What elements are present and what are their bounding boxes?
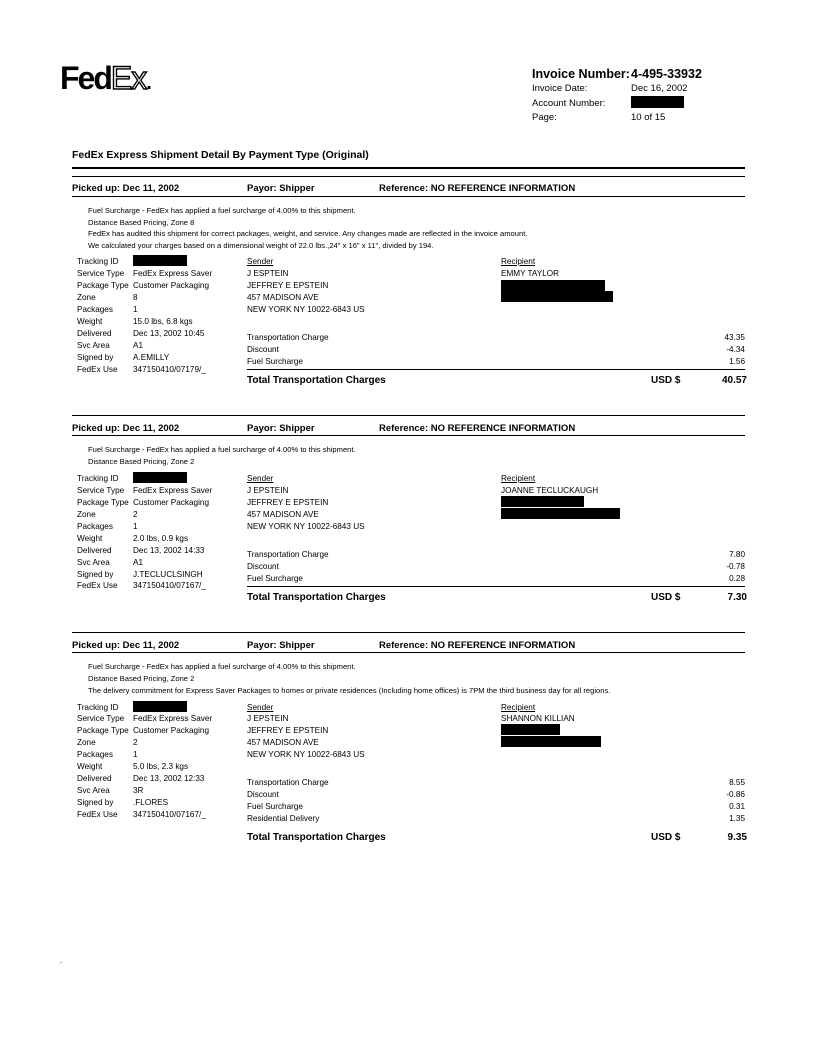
sender-line: NEW YORK NY 10022-6843 US — [247, 522, 365, 531]
charge-amount: 8.55 — [729, 778, 745, 787]
charge-label: Discount — [247, 562, 279, 571]
section-header-rule — [72, 652, 745, 653]
svc-area-label: Svc Area — [77, 558, 110, 567]
sender-line: JEFFREY E EPSTEIN — [247, 281, 329, 290]
signed-by: A.EMILLY — [133, 353, 170, 362]
invoice-number-label: Invoice Number: — [532, 67, 630, 81]
logo-ex-text: Ex — [110, 60, 147, 96]
reference: Reference: NO REFERENCE INFORMATION — [379, 183, 576, 194]
total-amount: 9.35 — [727, 832, 747, 843]
charge-label: Fuel Surcharge — [247, 802, 303, 811]
delivered: Dec 13, 2002 12:33 — [133, 774, 205, 783]
sender-line: 457 MADISON AVE — [247, 510, 319, 519]
charge-amount: 43.35 — [724, 333, 745, 342]
payor: Payor: Shipper — [247, 183, 315, 194]
page-title: FedEx Express Shipment Detail By Payment Type (Original) — [72, 149, 369, 161]
charge-label: Fuel Surcharge — [247, 574, 303, 583]
weight: 15.0 lbs, 6.8 kgs — [133, 317, 193, 326]
total-label: Total Transportation Charges — [247, 832, 386, 843]
payor: Payor: Shipper — [247, 423, 315, 434]
invoice-date-label: Invoice Date: — [532, 83, 588, 94]
recipient-address-redaction — [501, 508, 620, 519]
charge-label: Transportation Charge — [247, 333, 329, 342]
packages: 1 — [133, 750, 138, 759]
footer-mark: . — [60, 956, 63, 965]
picked-up-date: Picked up: Dec 11, 2002 — [72, 183, 180, 194]
charge-amount: -4.34 — [726, 345, 745, 354]
title-rule — [72, 167, 745, 169]
packages-label: Packages — [77, 522, 113, 531]
currency-label: USD $ — [651, 592, 681, 603]
signed-by: .FLORES — [133, 798, 169, 807]
recipient-address-redaction — [501, 280, 605, 291]
recipient-address-redaction — [501, 496, 584, 507]
note: The delivery commitment for Express Saver Packages to homes or private residences (Including home offices) is 7PM the third business day for all regions. — [88, 686, 611, 695]
svc-area: A1 — [133, 558, 144, 567]
signed-by-label: Signed by — [77, 798, 114, 807]
charge-amount: 0.28 — [729, 574, 745, 583]
signed-by: J.TECLUCLSINGH — [133, 570, 203, 579]
svc-area-label: Svc Area — [77, 786, 110, 795]
page-number: 10 of 15 — [631, 112, 666, 123]
charge-amount: 1.35 — [729, 814, 745, 823]
package-type-label: Package Type — [77, 498, 129, 507]
page-label: Page: — [532, 112, 557, 123]
zone: 8 — [133, 293, 138, 302]
total-rule — [247, 586, 745, 587]
sender-line: J EPSTEIN — [247, 714, 289, 723]
sender-line: J ESPTEIN — [247, 269, 289, 278]
total-amount: 7.30 — [727, 592, 747, 603]
payor: Payor: Shipper — [247, 640, 315, 651]
charge-amount: 7.80 — [729, 550, 745, 559]
reference: Reference: NO REFERENCE INFORMATION — [379, 423, 576, 434]
sender-line: NEW YORK NY 10022-6843 US — [247, 750, 365, 759]
charge-amount: 0.31 — [729, 802, 745, 811]
recipient-address-redaction — [501, 291, 613, 302]
recipient-heading: Recipient — [501, 257, 536, 266]
fedex-use-label: FedEx Use — [77, 365, 118, 374]
zone-label: Zone — [77, 510, 96, 519]
account-number-label: Account Number: — [532, 98, 606, 109]
delivered-label: Delivered — [77, 774, 112, 783]
package-type: Customer Packaging — [133, 498, 209, 507]
note: Distance Based Pricing, Zone 8 — [88, 218, 195, 227]
zone: 2 — [133, 738, 138, 747]
weight-label: Weight — [77, 317, 103, 326]
weight-label: Weight — [77, 534, 103, 543]
fedex-use-label: FedEx Use — [77, 581, 118, 590]
recipient-name: JOANNE TECLUCKAUGH — [501, 486, 599, 495]
sender-line: NEW YORK NY 10022-6843 US — [247, 305, 365, 314]
package-type: Customer Packaging — [133, 726, 209, 735]
delivered-label: Delivered — [77, 329, 112, 338]
total-label: Total Transportation Charges — [247, 592, 386, 603]
charge-amount: -0.78 — [726, 562, 745, 571]
section-header-rule — [72, 435, 745, 436]
charge-amount: 1.56 — [729, 357, 745, 366]
sender-heading: Sender — [247, 703, 274, 712]
service-type-label: Service Type — [77, 269, 125, 278]
package-type-label: Package Type — [77, 281, 129, 290]
logo-dot: . — [146, 72, 150, 94]
tracking-id-label: Tracking ID — [77, 703, 119, 712]
charge-label: Transportation Charge — [247, 550, 329, 559]
zone-label: Zone — [77, 293, 96, 302]
recipient-heading: Recipient — [501, 474, 536, 483]
note: Distance Based Pricing, Zone 2 — [88, 674, 195, 683]
charge-label: Residential Delivery — [247, 814, 320, 823]
note: Fuel Surcharge - FedEx has applied a fuel surcharge of 4.00% to this shipment. — [88, 662, 356, 671]
service-type: FedEx Express Saver — [133, 714, 213, 723]
charge-label: Transportation Charge — [247, 778, 329, 787]
svc-area: 3R — [133, 786, 144, 795]
zone: 2 — [133, 510, 138, 519]
recipient-heading: Recipient — [501, 703, 536, 712]
section-top-rule — [72, 176, 745, 177]
picked-up-date: Picked up: Dec 11, 2002 — [72, 640, 180, 651]
charge-amount: -0.86 — [726, 790, 745, 799]
section-header-rule — [72, 196, 745, 197]
charge-label: Fuel Surcharge — [247, 357, 303, 366]
recipient-name: EMMY TAYLOR — [501, 269, 560, 278]
charge-label: Discount — [247, 790, 279, 799]
fedex-logo — [60, 62, 150, 99]
package-type-label: Package Type — [77, 726, 129, 735]
packages: 1 — [133, 305, 138, 314]
total-rule — [247, 369, 745, 370]
service-type: FedEx Express Saver — [133, 486, 213, 495]
tracking-id-label: Tracking ID — [77, 257, 119, 266]
sender-line: J EPSTEIN — [247, 486, 289, 495]
signed-by-label: Signed by — [77, 353, 114, 362]
invoice-number: 4-495-33932 — [631, 67, 702, 81]
currency-label: USD $ — [651, 832, 681, 843]
service-type: FedEx Express Saver — [133, 269, 213, 278]
note: Distance Based Pricing, Zone 2 — [88, 457, 195, 466]
delivered: Dec 13, 2002 14:33 — [133, 546, 205, 555]
delivered-label: Delivered — [77, 546, 112, 555]
tracking-id-label: Tracking ID — [77, 474, 119, 483]
weight-label: Weight — [77, 762, 103, 771]
tracking-id-redaction — [133, 472, 187, 483]
packages-label: Packages — [77, 750, 113, 759]
section-top-rule — [72, 632, 745, 633]
total-amount: 40.57 — [721, 375, 747, 386]
note: FedEx has audited this shipment for correct packages, weight, and service. Any changes made are reflected in the invoice amount. — [88, 229, 528, 238]
zone-label: Zone — [77, 738, 96, 747]
account-number-redaction — [631, 96, 684, 108]
svc-area: A1 — [133, 341, 144, 350]
invoice-date: Dec 16, 2002 — [631, 83, 688, 94]
service-type-label: Service Type — [77, 714, 125, 723]
fedex-use: 347150410/07167/_ — [133, 810, 206, 819]
fedex-use-label: FedEx Use — [77, 810, 118, 819]
note: We calculated your charges based on a dimensional weight of 22.0 lbs.,24" x 16" x 11", divided by 194. — [88, 241, 434, 250]
logo-fed-text: Fed — [60, 60, 111, 96]
charge-label: Discount — [247, 345, 279, 354]
sender-line: JEFFREY E EPSTEIN — [247, 726, 329, 735]
section-top-rule — [72, 415, 745, 416]
service-type-label: Service Type — [77, 486, 125, 495]
sender-heading: Sender — [247, 257, 274, 266]
delivered: Dec 13, 2002 10:45 — [133, 329, 205, 338]
sender-line: 457 MADISON AVE — [247, 738, 319, 747]
signed-by-label: Signed by — [77, 570, 114, 579]
total-label: Total Transportation Charges — [247, 375, 386, 386]
sender-line: 457 MADISON AVE — [247, 293, 319, 302]
recipient-name: SHANNON KILLIAN — [501, 714, 575, 723]
packages: 1 — [133, 522, 138, 531]
weight: 5.0 lbs, 2.3 kgs — [133, 762, 189, 771]
note: Fuel Surcharge - FedEx has applied a fuel surcharge of 4.00% to this shipment. — [88, 206, 356, 215]
weight: 2.0 lbs, 0.9 kgs — [133, 534, 189, 543]
tracking-id-redaction — [133, 255, 187, 266]
sender-line: JEFFREY E EPSTEIN — [247, 498, 329, 507]
sender-heading: Sender — [247, 474, 274, 483]
currency-label: USD $ — [651, 375, 681, 386]
svc-area-label: Svc Area — [77, 341, 110, 350]
recipient-address-redaction — [501, 724, 560, 735]
package-type: Customer Packaging — [133, 281, 209, 290]
fedex-use: 347150410/07167/_ — [133, 581, 206, 590]
tracking-id-redaction — [133, 701, 187, 712]
recipient-address-redaction — [501, 736, 601, 747]
fedex-use: 347150410/07179/_ — [133, 365, 206, 374]
reference: Reference: NO REFERENCE INFORMATION — [379, 640, 576, 651]
packages-label: Packages — [77, 305, 113, 314]
picked-up-date: Picked up: Dec 11, 2002 — [72, 423, 180, 434]
note: Fuel Surcharge - FedEx has applied a fuel surcharge of 4.00% to this shipment. — [88, 445, 356, 454]
